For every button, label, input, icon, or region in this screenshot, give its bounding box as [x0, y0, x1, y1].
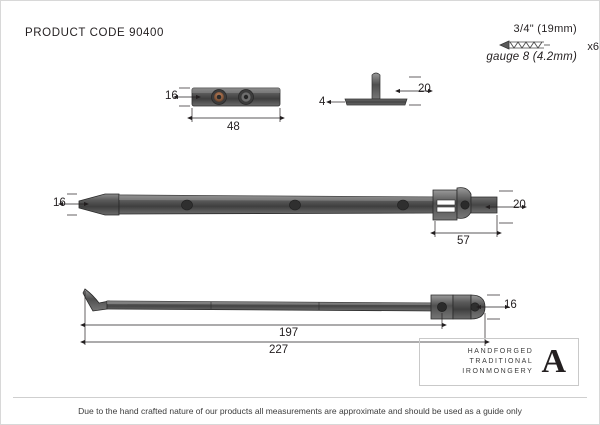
plate-side-thickness-value: 4 [319, 96, 326, 108]
plate-top-width-value: 48 [227, 121, 240, 133]
plate-side-height-value: 20 [418, 83, 431, 95]
mounting-plate-top-view [192, 88, 280, 106]
screw-size-label: 3/4" (19mm) [513, 23, 577, 35]
brand-logo-text [462, 347, 541, 377]
mounting-plate-side-view [345, 73, 407, 105]
brand-logo [419, 338, 579, 386]
stay-side-inner-length-dimension [85, 291, 442, 345]
stay-top-width-dimension [63, 194, 84, 215]
product-code-label: PRODUCT CODE 90400 [25, 27, 165, 39]
plate-top-width-dimension [192, 108, 280, 122]
brand-line-2: TRADITIONAL [469, 357, 534, 365]
stay-top-tail-length-dimension [435, 215, 497, 237]
screw-spec-block [407, 23, 577, 63]
screw-gauge-label: gauge 8 (4.2mm) [486, 51, 577, 63]
footer-note: Due to the hand crafted nature of our products all measurements are approximate and should be used as a guide only [78, 406, 522, 416]
screw-quantity-label: x6 [587, 41, 599, 53]
plate-top-height-value: 16 [165, 90, 178, 102]
stay-side-height-value: 16 [504, 299, 517, 311]
stay-top-pin-height-value: 20 [513, 199, 526, 211]
footer-divider [13, 397, 587, 398]
stay-side-height-dimension [481, 295, 505, 319]
stay-side-overall-length-value: 227 [269, 344, 289, 356]
brand-line-3: IRONMONGERY [462, 368, 534, 376]
stay-side-inner-length-value: 197 [279, 327, 299, 339]
stay-top-view [79, 188, 497, 220]
stay-top-tail-length-value: 57 [457, 235, 470, 247]
plate-top-height-dimension [178, 88, 196, 106]
stay-side-view [83, 289, 485, 319]
brand-line-1: HANDFORGED [467, 347, 534, 355]
stay-top-width-value: 16 [53, 197, 66, 209]
brand-monogram: A [541, 343, 566, 380]
